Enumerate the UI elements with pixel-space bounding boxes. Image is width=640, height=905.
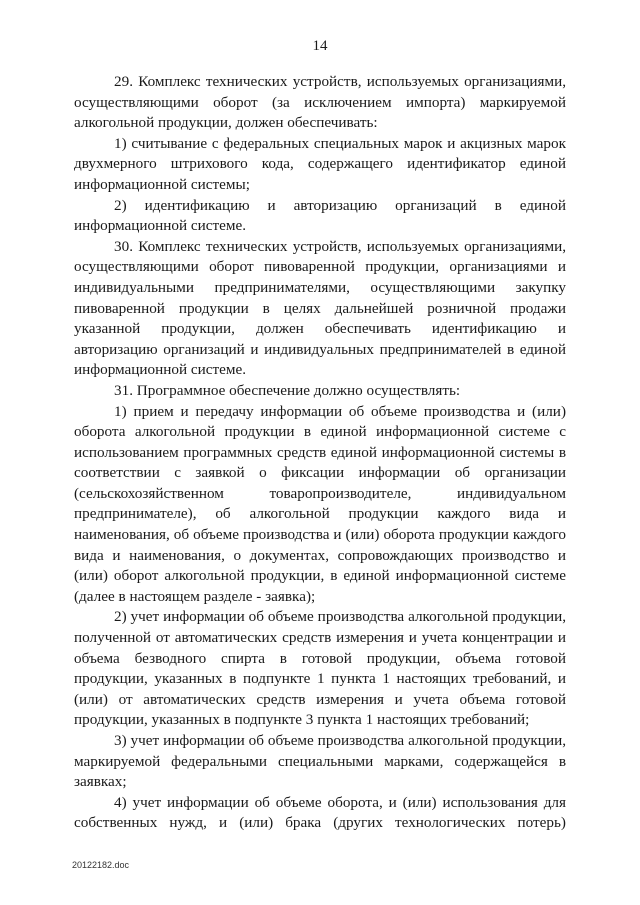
paragraph-29-item-1: 1) считывание с федеральных специальных марок и акцизных марок двухмерного штрихового кода, содержащего идентификатор единой информационной системы; — [74, 134, 566, 193]
paragraph-29: 29. Комплекс технических устройств, используемых организациями, осуществляющими оборот (за исключением импорта) маркируемой алкогольной продукции, должен обеспечивать: — [74, 73, 566, 132]
paragraph-31-item-3: 3) учет информации об объеме производства алкогольной продукции, маркируемой федеральными специальными марками, содержащейся в заявках; — [74, 732, 566, 791]
paragraph-31: 31. Программное обеспечение должно осуществлять: — [114, 381, 461, 399]
paragraph-29-item-2: 2) идентификацию и авторизацию организаций в единой информационной системе. — [74, 196, 566, 235]
paragraph-31-item-4: 4) учет информации об объеме оборота, и (или) использования для собственных нужд, и (или) брака (других технологических потерь) — [74, 793, 566, 832]
document-body — [74, 72, 566, 834]
page-number: 14 — [312, 38, 328, 54]
paragraph-31-item-1: 1) прием и передачу информации об объеме производства и (или) оборота алкогольной продукции в единой информационной системе с использованием программных средств единой информационной системы в соответствии с заявкой о фиксации информации об организации (сельскохозяйственном товаропроизводителе, индивидуальном предпринимателе), об алкогольной продукции каждого вида и наименования, об объеме производства и (или) оборота продукции каждого вида и наименования, о документах, сопровождающих производство и (или) оборот алкогольной продукции, в единой информационной системе (далее в настоящем разделе - заявка); — [74, 402, 566, 605]
document-filename: 20122182.doc — [72, 860, 130, 870]
paragraph-31-item-2: 2) учет информации об объеме производства алкогольной продукции, полученной от автоматических средств измерения и учета концентрации и объема безводного спирта в готовой продукции, объема готовой продукции, указанных в подпункте 1 пункта 1 настоящих требований, и (или) от автоматических средств измерения и учета объема готовой продукции, указанных в подпункте 3 пункта 1 настоящих требований; — [74, 608, 566, 729]
paragraph-30: 30. Комплекс технических устройств, используемых организациями, осуществляющими оборот пивоваренной продукции, организациями и индивидуальными предпринимателями, осуществляющими закупку пивоваренной продукции в целях дальнейшей розничной продажи указанной продукции, должен обеспечивать идентификацию и авторизацию организаций и индивидуальных предпринимателей в единой информационной системе. — [74, 237, 566, 379]
